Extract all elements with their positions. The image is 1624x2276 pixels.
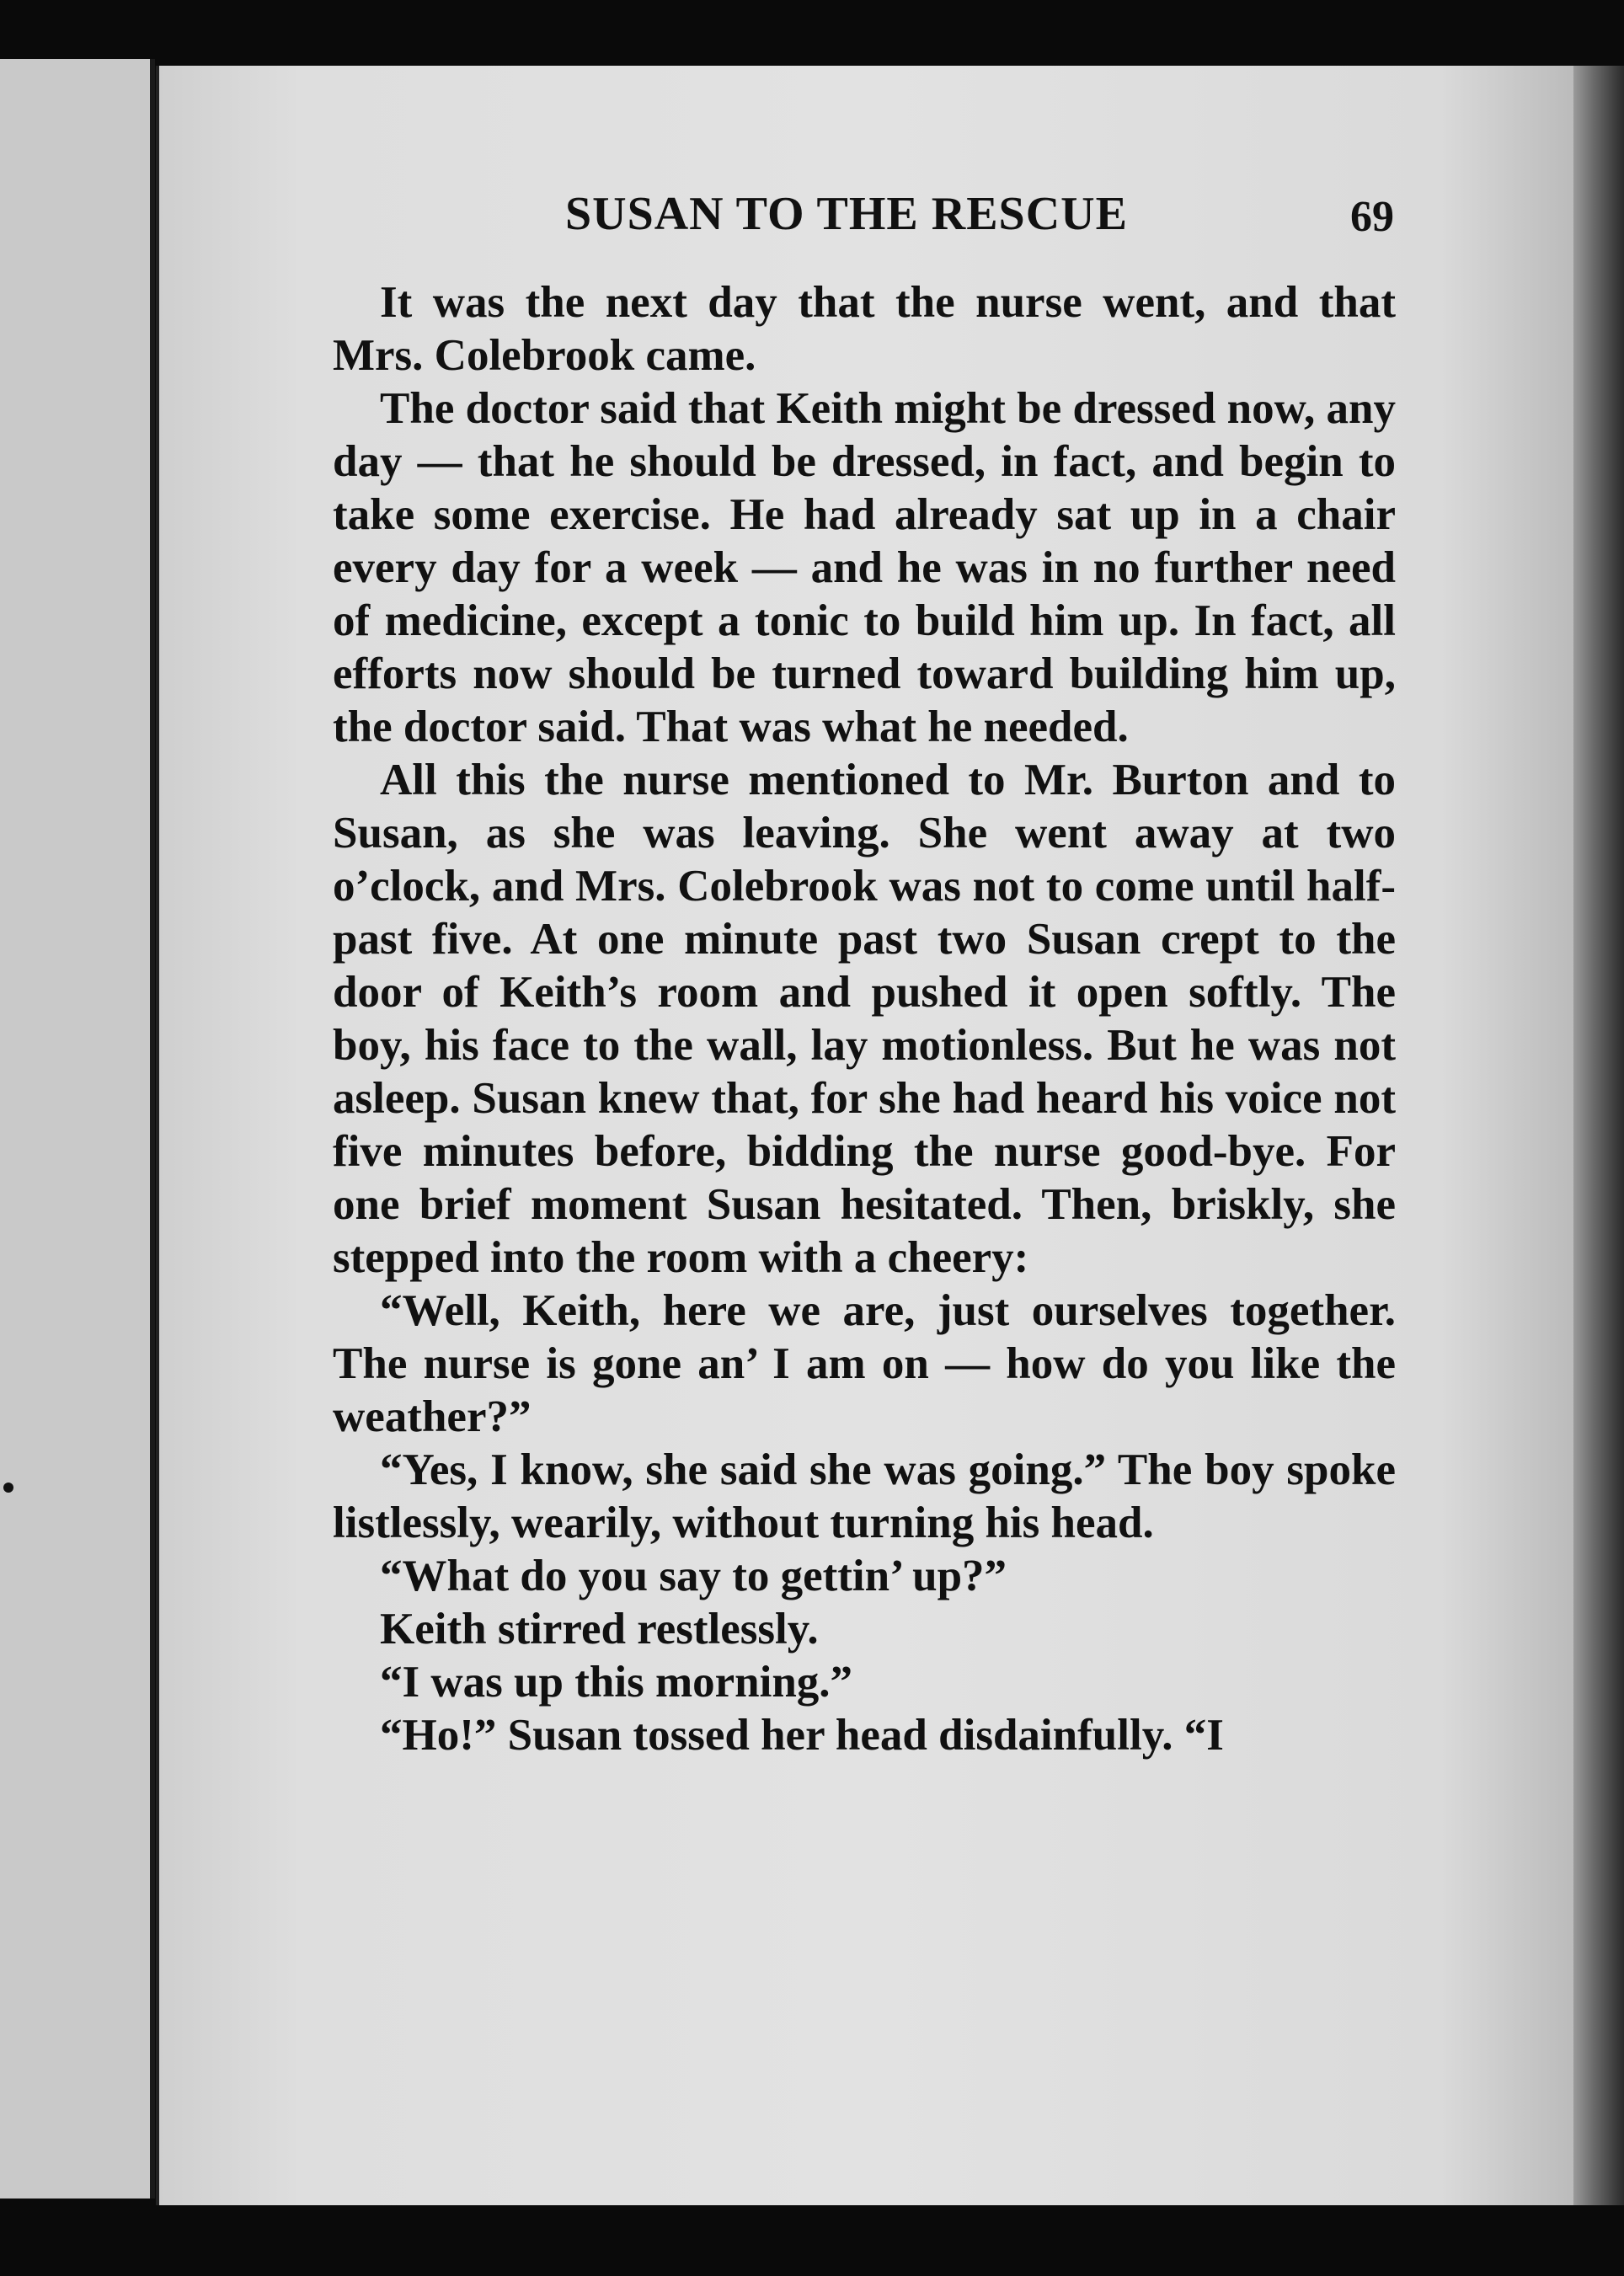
paragraph: The doctor said that Keith might be dressed now, any day — that he should be dressed, in fact, and begin to take some exercise. He had already sat up in a chair every day for a week — and he was in no further need of medicine, except a tonic to build him up. In fact, all efforts now should be turned toward building him up, the doctor said. That was what he needed. (333, 384, 1396, 751)
page-header (565, 187, 1408, 254)
page-stack-edge (1573, 66, 1624, 2205)
ink-speck (3, 1483, 13, 1493)
page-number: 69 (1350, 193, 1394, 241)
paragraph: “What do you say to gettin’ up?” (380, 1552, 1007, 1600)
paragraph: All this the nurse mentioned to Mr. Burton and to Susan, as she was leaving. She went away at two o’clock, and Mrs. Colebrook was not to come until half-past five. At one minute past two Susan crept to the door of Keith’s room and pushed it open softly. The boy, his face to the wall, lay motionless. But he was not asleep. Susan knew that, for she had heard his voice not five minutes before, bidding the nurse good-bye. For one brief moment Susan hesitated. Then, briskly, she stepped into the room with a cheery: (333, 756, 1396, 1282)
left-page-edge (0, 59, 155, 2199)
body-text (333, 276, 1396, 1762)
paragraph: Keith stirred restlessly. (380, 1605, 819, 1654)
paragraph: “Well, Keith, here we are, just ourselves together. The nurse is gone an’ I am on — how do you like the weather?” (333, 1286, 1396, 1441)
paragraph: “Ho!” Susan tossed her head disdainfully. “I (380, 1711, 1224, 1760)
paragraph: It was the next day that the nurse went, and that Mrs. Colebrook came. (333, 278, 1396, 380)
paragraph: “Yes, I know, she said she was going.” The boy spoke listlessly, wearily, without turning his head. (333, 1445, 1396, 1547)
running-head: SUSAN TO THE RESCUE (565, 188, 1128, 240)
paragraph: “I was up this morning.” (380, 1658, 853, 1707)
